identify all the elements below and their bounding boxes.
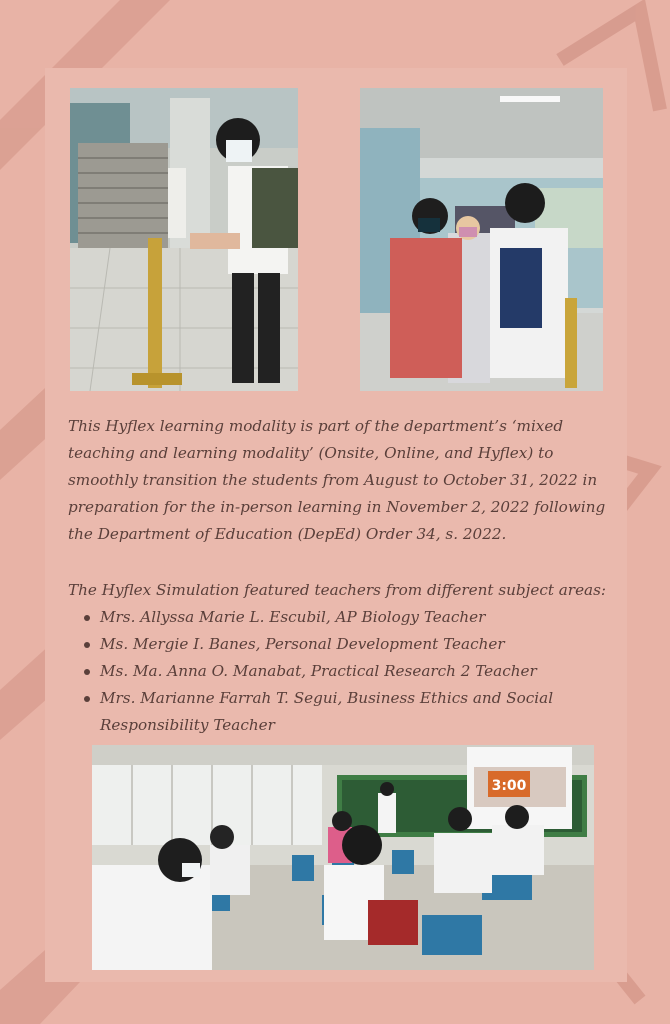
- teachers-intro: The Hyflex Simulation featured teachers from different subject areas:: [68, 581, 607, 599]
- list-item: [80, 604, 560, 631]
- list-item: [80, 658, 560, 685]
- article-paragraph: This Hyflex learning modality is part of the department’s ‘mixed teaching and learning modality’ (Onsite, Online, and Hyflex) to smoothly transition the students from August to October 31, 2022 in preparation for the in-person learning in November 2, 2022 following the Department of Education (DepEd) Order 34, s. 2022.: [68, 417, 606, 543]
- photo-classroom-simulation: [92, 745, 594, 970]
- teacher-name: Mrs. Allyssa Marie L. Escubil, AP Biology Teacher: [100, 608, 486, 626]
- teacher-name: Ms. Mergie I. Banes, Personal Development Teacher: [100, 635, 505, 653]
- teacher-name: Ms. Ma. Anna O. Manabat, Practical Research 2 Teacher: [100, 662, 537, 680]
- teachers-list: [80, 604, 560, 739]
- list-item: [80, 685, 560, 739]
- bullet-icon: [84, 642, 90, 648]
- photo-student-hand-sanitizer: [70, 88, 298, 391]
- projected-timer-text: 3:00: [491, 778, 527, 794]
- bullet-icon: [84, 615, 90, 621]
- photo-teacher-with-students: [360, 88, 603, 391]
- bullet-icon: [84, 696, 90, 702]
- bullet-icon: [84, 669, 90, 675]
- teacher-name: Mrs. Marianne Farrah T. Segui, Business Ethics and Social Responsibility Teacher: [100, 689, 554, 734]
- list-item: [80, 631, 560, 658]
